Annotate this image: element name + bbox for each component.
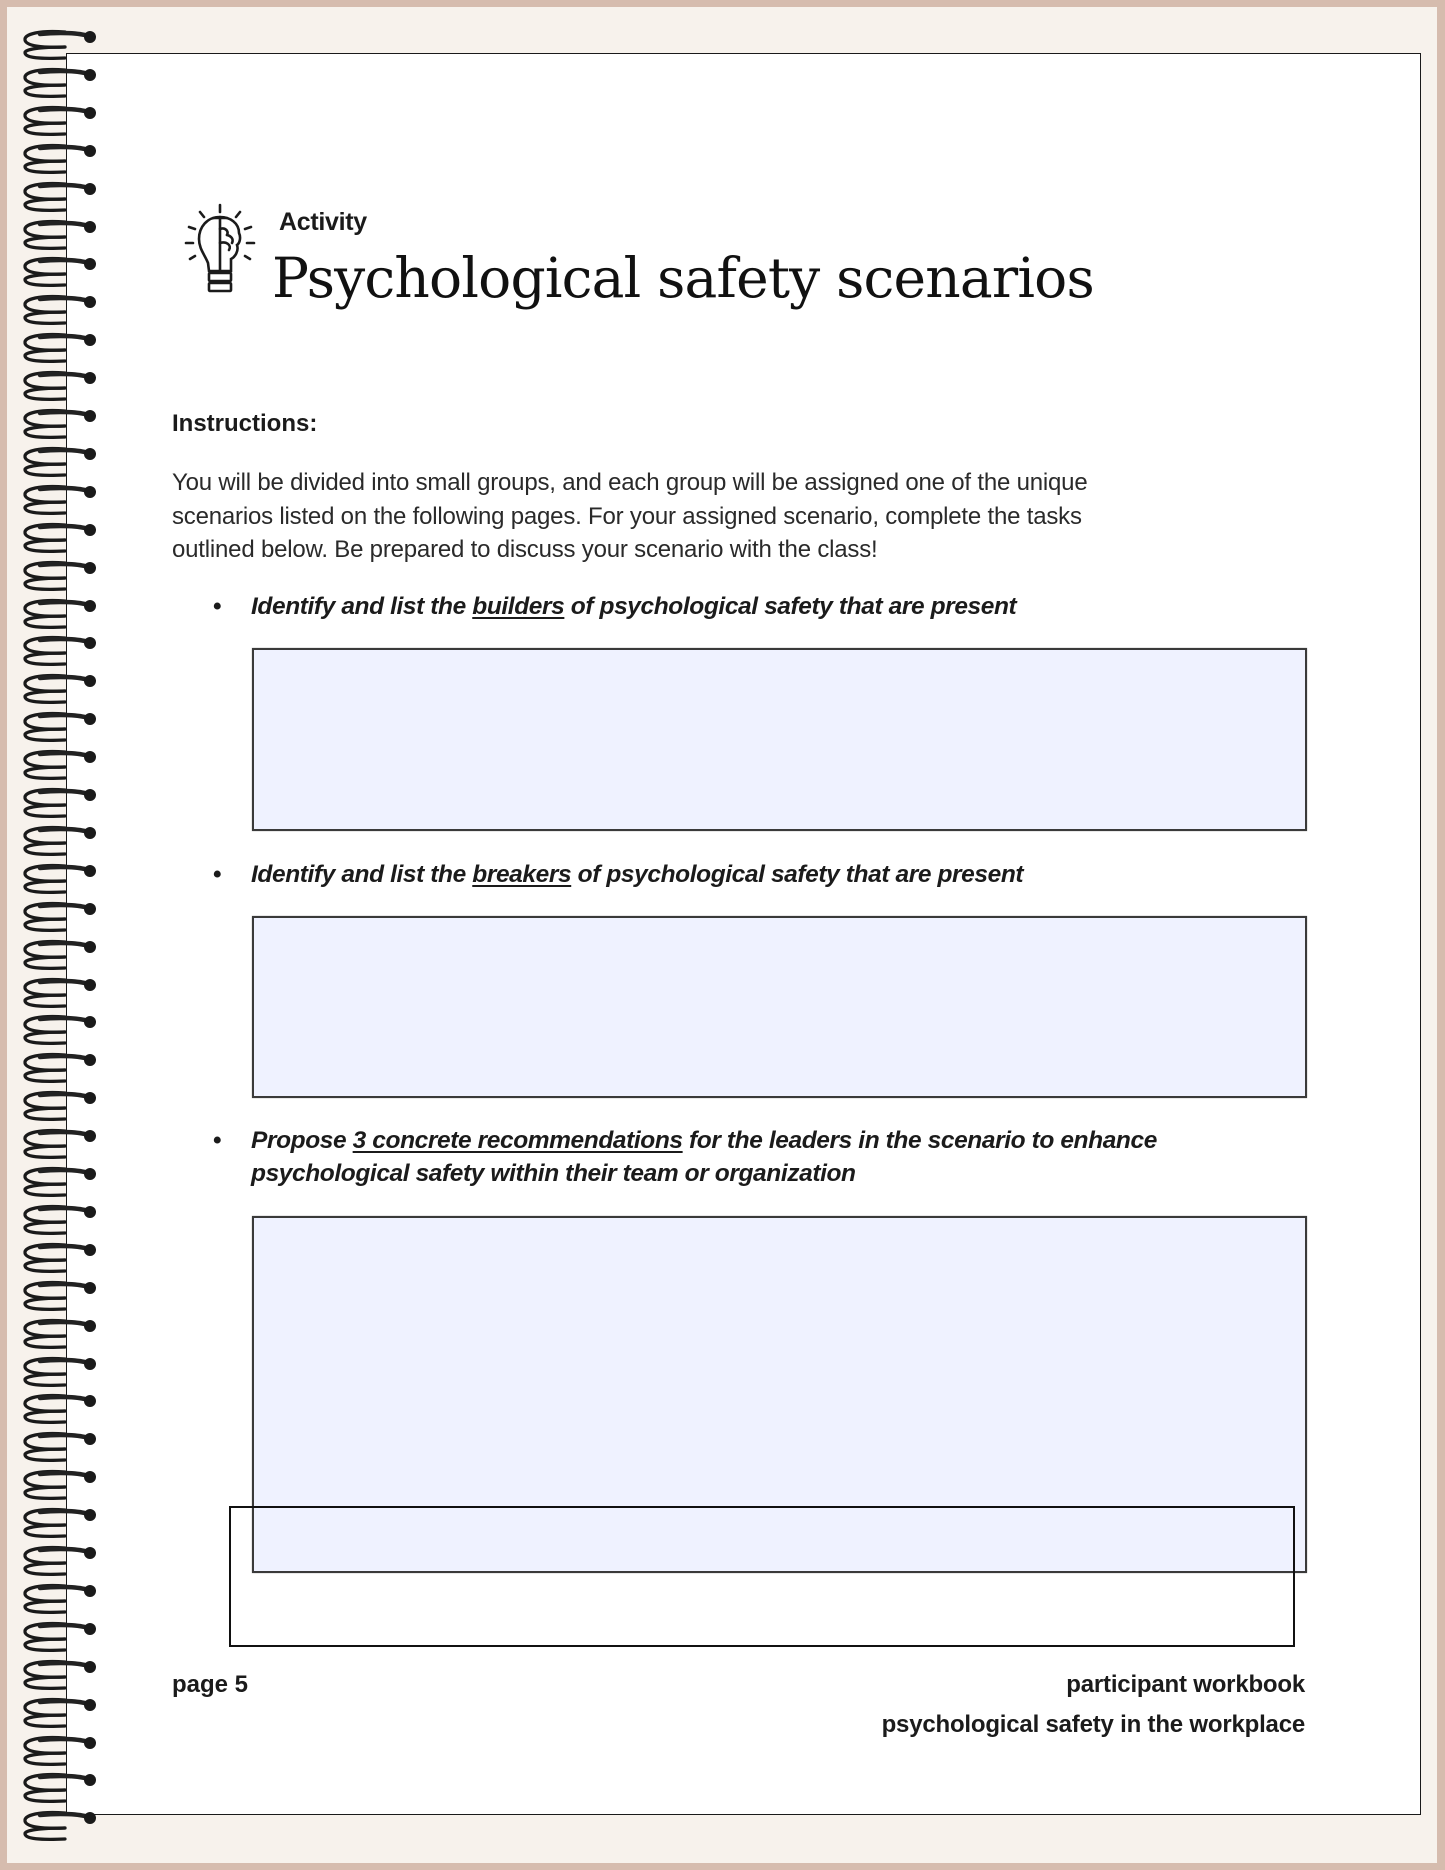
selection-rectangle [229, 1506, 1295, 1647]
spiral-coil-icon [20, 597, 100, 631]
spiral-coil-icon [20, 142, 100, 176]
task-text: Identify and list the builders of psychological safety that are present [251, 593, 1017, 620]
spiral-coil-icon [20, 66, 100, 100]
spiral-coil-icon [20, 634, 100, 668]
spiral-coil-icon [20, 331, 100, 365]
lightbulb-brain-icon [183, 203, 257, 297]
spiral-coil-icon [20, 1506, 100, 1540]
spiral-coil-icon [20, 1658, 100, 1692]
spiral-coil-icon [20, 710, 100, 744]
spiral-coil-icon [20, 824, 100, 858]
spiral-coil-icon [20, 862, 100, 896]
task-emphasis: 3 concrete recommendations [352, 1127, 683, 1154]
spiral-coil-icon [20, 293, 100, 327]
spiral-coil-icon [20, 1165, 100, 1199]
spiral-coil-icon [20, 1241, 100, 1275]
spiral-coil-icon [20, 1089, 100, 1123]
spiral-coil-icon [20, 1734, 100, 1768]
task-text-line2: psychological safety within their team or organization [251, 1160, 856, 1187]
spiral-coil-icon [20, 938, 100, 972]
spiral-coil-icon [20, 1355, 100, 1389]
task-text: Identify and list the breakers of psychological safety that are present [251, 861, 1024, 888]
bullet-icon: • [213, 593, 222, 620]
spiral-coil-icon [20, 180, 100, 214]
spiral-coil-icon [20, 218, 100, 252]
spiral-coil-icon [20, 28, 100, 62]
page-number: page 5 [172, 1671, 249, 1698]
spiral-coil-icon [20, 104, 100, 138]
bullet-icon: • [213, 1127, 222, 1154]
instructions-line: outlined below. Be prepared to discuss your scenario with the class! [172, 536, 878, 563]
spiral-coil-icon [20, 255, 100, 289]
activity-eyebrow: Activity [279, 208, 367, 236]
spiral-coil-icon [20, 1620, 100, 1654]
footer-doc-type: participant workbook [1066, 1671, 1305, 1698]
spiral-coil-icon [20, 1582, 100, 1616]
instructions-heading: Instructions: [172, 410, 318, 437]
spiral-coil-icon [20, 1468, 100, 1502]
instructions-paragraph [172, 466, 1312, 567]
spiral-coil-icon [20, 1013, 100, 1047]
footer-course-title: psychological safety in the workplace [881, 1711, 1305, 1738]
builders-answer-field[interactable] [252, 648, 1307, 831]
spiral-coil-icon [20, 369, 100, 403]
spiral-coil-icon [20, 900, 100, 934]
spiral-coil-icon [20, 1430, 100, 1464]
page-title: Psychological safety scenarios [272, 246, 1094, 310]
spiral-coil-icon [20, 1317, 100, 1351]
task-text: Propose 3 concrete recommendations for the leaders in the scenario to enhance [251, 1127, 1157, 1154]
spiral-coil-icon [20, 1279, 100, 1313]
spiral-coil-icon [20, 483, 100, 517]
spiral-coil-icon [20, 748, 100, 782]
spiral-coil-icon [20, 1696, 100, 1730]
spiral-coil-icon [20, 976, 100, 1010]
task-emphasis: builders [472, 593, 565, 620]
spiral-coil-icon [20, 521, 100, 555]
spiral-coil-icon [20, 1051, 100, 1085]
spiral-coil-icon [20, 672, 100, 706]
spiral-coil-icon [20, 1127, 100, 1161]
spiral-binding [20, 28, 100, 1838]
task-emphasis: breakers [472, 861, 572, 888]
instructions-line: You will be divided into small groups, and each group will be assigned one of the unique [172, 469, 1088, 496]
spiral-coil-icon [20, 445, 100, 479]
spiral-coil-icon [20, 1392, 100, 1426]
spiral-coil-icon [20, 1203, 100, 1237]
bullet-icon: • [213, 861, 222, 888]
spiral-coil-icon [20, 559, 100, 593]
spiral-coil-icon [20, 407, 100, 441]
breakers-answer-field[interactable] [252, 916, 1307, 1098]
spiral-coil-icon [20, 1544, 100, 1578]
instructions-line: scenarios listed on the following pages. For your assigned scenario, complete the tasks [172, 502, 1082, 530]
spiral-coil-icon [20, 1809, 100, 1843]
spiral-coil-icon [20, 786, 100, 820]
spiral-coil-icon [20, 1771, 100, 1805]
